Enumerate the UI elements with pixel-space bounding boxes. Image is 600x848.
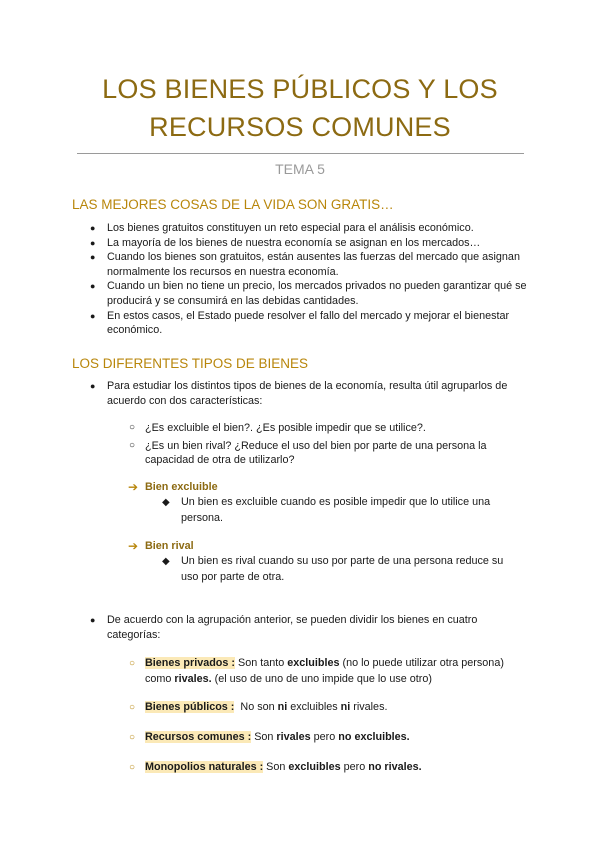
list-item-text: En estos casos, el Estado puede resolver el fallo del mercado y mejorar el bienestar económico.: [107, 309, 510, 337]
category-label: Monopolios naturales :: [145, 761, 264, 773]
bullet-icon: ●: [90, 237, 96, 248]
list-item: [0, 250, 600, 279]
list-item-text: De acuerdo con la agrupación anterior, se pueden dividir los bienes en cuatro categorías:: [107, 614, 478, 641]
diamond-bullet-icon: ◆: [162, 556, 170, 567]
list-item-text: ¿Es excluible el bien?. ¿Es posible impedir que se utilice?.: [145, 422, 426, 434]
bold-segment: ni: [277, 701, 288, 713]
list-item-text: ¿Es un bien rival? ¿Reduce el uso del bien por parte de una persona la capacidad de otra de utilizarlo?: [145, 439, 487, 467]
list-item: [0, 439, 600, 468]
text-segment: No son: [234, 701, 278, 713]
list-item: [0, 379, 600, 408]
list-item: [0, 421, 600, 436]
text-segment: (el uso de uno de uno impide que lo use otro): [211, 672, 432, 685]
tipos-intro: [0, 379, 600, 408]
section-gratis-list: [0, 221, 600, 338]
category-text: [145, 700, 525, 716]
bullet-icon: ●: [90, 615, 96, 625]
list-item-text: Para estudiar los distintos tipos de bienes de la economía, resulta útil agruparlos de acuerdo con dos características:: [107, 380, 508, 407]
page-subtitle: TEMA 5: [275, 161, 325, 177]
text-segment: Son: [251, 731, 277, 743]
category-text: [145, 656, 525, 687]
list-item-text: La mayoría de los bienes de nuestra economía se asignan en los mercados…: [107, 236, 481, 249]
hollow-bullet-icon: ○: [129, 422, 136, 433]
bullet-icon: ●: [90, 252, 96, 263]
categorias-intro: [0, 613, 600, 642]
hollow-bullet-icon: ○: [129, 762, 136, 773]
category-text: [145, 760, 525, 776]
bold-segment: excluibles: [288, 761, 341, 773]
list-item: [0, 309, 600, 338]
list-item-text: Cuando un bien no tiene un precio, los mercados privados no pueden garantizar qué se producirá y se consumirá en las debidas cantidades.: [107, 280, 527, 307]
list-item: [0, 279, 600, 308]
text-segment: pero: [340, 761, 369, 773]
section-heading-tipos: LOS DIFERENTES TIPOS DE BIENES: [72, 356, 309, 371]
text-segment: Son tanto: [235, 657, 288, 669]
bullet-icon: ●: [90, 310, 96, 321]
list-item: [0, 221, 600, 236]
list-item: [0, 613, 600, 642]
text-segment: Son: [263, 761, 289, 773]
page-title: LOS BIENES PÚBLICOS Y LOS RECURSOS COMUNES: [102, 74, 498, 142]
list-item-text: Cuando los bienes son gratuitos, están ausentes las fuerzas del mercado que asignan normalmente los recursos en nuestra economía.: [107, 251, 520, 278]
text-segment: pero: [310, 731, 339, 743]
bold-segment: no excluibles.: [338, 731, 410, 743]
diamond-bullet-icon: ◆: [162, 497, 170, 508]
arrow-right-icon: ➔: [128, 480, 139, 494]
category-label: Bienes privados :: [145, 657, 236, 669]
text-segment: excluibles: [287, 701, 341, 713]
hollow-bullet-icon: ○: [129, 702, 136, 713]
hollow-bullet-icon: ○: [129, 439, 136, 451]
list-item-text: Los bienes gratuitos constituyen un reto especial para el análisis económico.: [107, 222, 474, 234]
bien-rival-text: Un bien es rival cuando su uso por parte de una persona reduce su uso por parte de otra.: [181, 555, 504, 583]
bold-segment: excluibles: [287, 657, 340, 669]
category-label: Recursos comunes :: [145, 731, 252, 743]
bien-rival-label: Bien rival: [145, 540, 194, 552]
bullet-icon: ●: [90, 281, 96, 292]
section-heading-gratis: LAS MEJORES COSAS DE LA VIDA SON GRATIS…: [72, 197, 394, 212]
bien-excluible-text: Un bien es excluible cuando es posible impedir que lo utilice una persona.: [181, 496, 491, 524]
arrow-right-icon: ➔: [128, 539, 139, 553]
category-text: [145, 730, 525, 746]
hollow-bullet-icon: ○: [129, 732, 136, 743]
category-label: Bienes públicos :: [145, 701, 235, 713]
bold-segment: rivales: [276, 731, 311, 743]
list-item: [0, 236, 600, 251]
bien-excluible-label: Bien excluible: [145, 481, 218, 493]
text-segment: rivales.: [350, 701, 388, 713]
bullet-icon: ●: [90, 223, 96, 233]
bold-segment: ni: [340, 701, 351, 713]
bullet-icon: ●: [90, 381, 96, 391]
text-segment: (no lo puede utilizar otra persona) como: [145, 657, 504, 685]
title-divider: [77, 153, 524, 154]
questions-list: [0, 421, 600, 468]
bold-segment: rivales.: [174, 672, 212, 685]
hollow-bullet-icon: ○: [129, 658, 136, 669]
bold-segment: no rivales.: [368, 761, 422, 773]
